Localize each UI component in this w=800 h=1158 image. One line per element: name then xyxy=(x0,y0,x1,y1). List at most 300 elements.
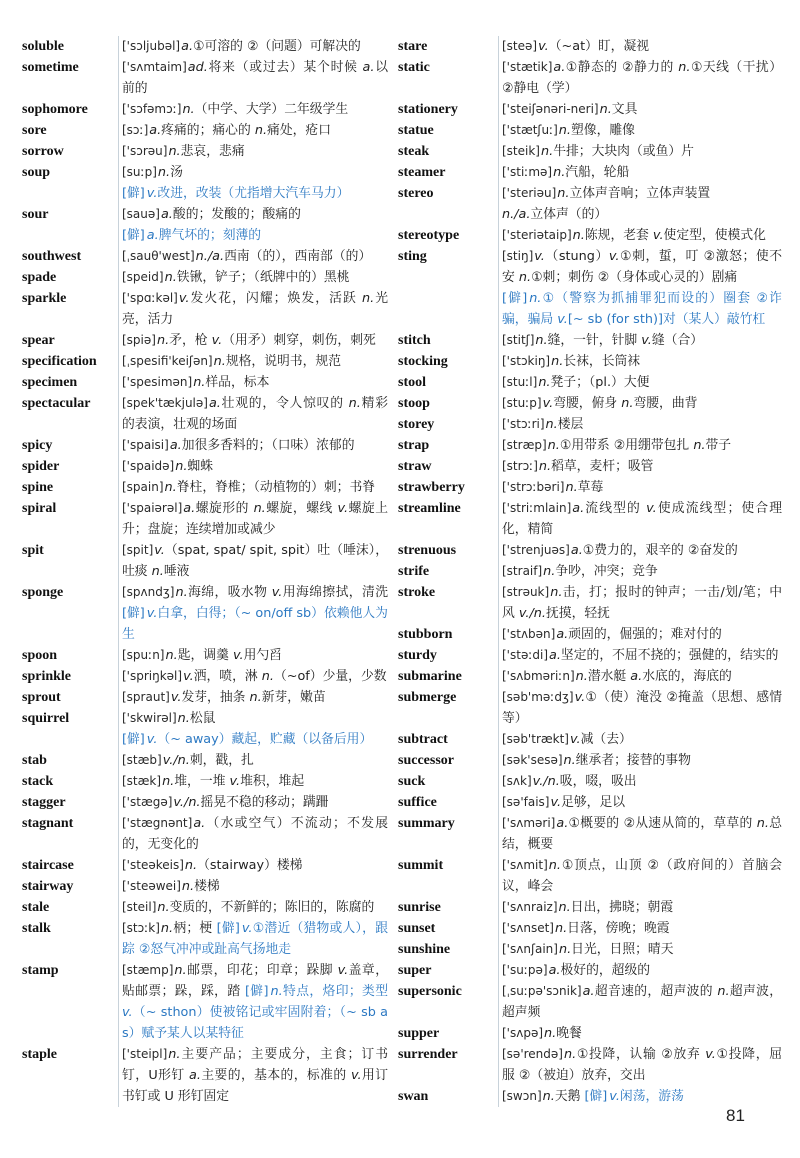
phonetic: [spain] xyxy=(122,480,164,494)
headword: spear xyxy=(22,333,55,348)
headword: strenuous xyxy=(398,543,457,558)
meaning: v.洒，喷，淋 n.（~of）少量，少数 xyxy=(183,669,387,684)
headword: suffice xyxy=(398,795,437,810)
meaning: n.悲哀，悲痛 xyxy=(168,144,245,159)
definition xyxy=(498,225,782,246)
definition xyxy=(118,57,388,99)
dictionary-entry xyxy=(398,771,782,792)
headword: staircase xyxy=(22,858,74,873)
meaning: n.草莓 xyxy=(565,480,604,495)
meaning: n.日落，傍晚；晚霞 xyxy=(554,921,670,936)
meaning: v.弯腰，俯身 n.弯腰，曲背 xyxy=(542,396,698,411)
meaning: n.脊柱，脊椎；（动植物的）刺；书脊 xyxy=(164,480,376,495)
headword: sunset xyxy=(398,921,436,936)
definition xyxy=(118,246,388,267)
headword: streamline xyxy=(398,501,461,516)
definition xyxy=(118,897,388,918)
definition xyxy=(498,162,782,183)
rare-usage-tag: [僻] xyxy=(122,732,145,747)
definition xyxy=(118,687,388,708)
headword: stereo xyxy=(398,186,434,201)
definition xyxy=(498,246,782,330)
phonetic: ['steiʃənəri-neri] xyxy=(502,102,599,116)
dictionary-entry xyxy=(22,372,388,393)
phonetic: [spraut] xyxy=(122,690,170,704)
rare-meaning: n.①（警察为抓捕罪犯而设的）圈套 ②诈骗，骗局 v.[~ sb (for sth)]对（某人）敲竹杠 xyxy=(502,291,782,327)
headword: stroke xyxy=(398,585,436,600)
phonetic: [sɔː] xyxy=(122,123,149,137)
definition xyxy=(498,981,782,1023)
dictionary-entry xyxy=(22,120,388,141)
definition xyxy=(498,414,782,435)
meaning: n.松鼠 xyxy=(177,711,216,726)
rare-usage-tag: [僻] xyxy=(244,984,269,999)
headword: spit xyxy=(22,543,44,558)
dictionary-entry xyxy=(22,771,388,792)
phonetic: [sʌk] xyxy=(502,774,532,788)
headword: sparkle xyxy=(22,291,67,306)
rare-usage-tag: [僻] xyxy=(584,1089,608,1104)
dictionary-entry xyxy=(398,855,782,897)
meaning: a.疼痛的；痛心的 n.痛处，疮口 xyxy=(149,123,331,138)
meaning: n.样品，标本 xyxy=(193,375,270,390)
rare-usage-tag: [僻] xyxy=(122,228,145,243)
meaning: n.（stairway）楼梯 xyxy=(184,858,303,873)
headword: specification xyxy=(22,354,97,369)
meaning: n.海绵，吸水物 v.用海绵擦拭，清洗 xyxy=(175,585,388,600)
definition xyxy=(118,330,388,351)
definition xyxy=(118,876,388,897)
dictionary-entry xyxy=(398,981,782,1023)
phonetic: ['striːmlain] xyxy=(502,501,572,515)
definition xyxy=(118,813,388,855)
phonetic: [stræp] xyxy=(502,438,547,452)
meaning: n.文具 xyxy=(599,102,638,117)
definition xyxy=(498,330,782,351)
meaning: n.缝，一针，针脚 v.缝（合） xyxy=(535,333,704,348)
phonetic: ['stægə] xyxy=(122,795,173,809)
meaning: n.堆，一堆 v.堆积，堆起 xyxy=(162,774,305,789)
headword: spider xyxy=(22,459,60,474)
definition xyxy=(498,813,782,855)
definition xyxy=(498,99,782,120)
definition xyxy=(498,477,782,498)
headword: stare xyxy=(398,39,428,54)
dictionary-entry xyxy=(22,435,388,456)
dictionary-entry xyxy=(398,561,782,582)
phonetic: ['spaidə] xyxy=(122,459,175,473)
phonetic: ['steipl] xyxy=(122,1047,168,1061)
phonetic: [səb'trækt] xyxy=(502,732,569,746)
phonetic: [steik] xyxy=(502,144,540,158)
headword: steak xyxy=(398,144,430,159)
dictionary-entry xyxy=(398,939,782,960)
headword: squirrel xyxy=(22,711,70,726)
phonetic: [spek'tækjulə] xyxy=(122,396,208,410)
meaning: v.（~at）盯，凝视 xyxy=(538,39,650,54)
definition xyxy=(498,540,782,561)
headword: sour xyxy=(22,207,49,222)
rare-meaning: v.白拿，白得；（~ on/off sb）依赖他人为生 xyxy=(122,606,388,642)
dictionary-entry xyxy=(22,246,388,267)
meaning: v.发芽，抽条 n.新芽，嫩苗 xyxy=(170,690,326,705)
phonetic: [strəuk] xyxy=(502,585,550,599)
definition xyxy=(118,456,388,477)
phonetic: [straif] xyxy=(502,564,543,578)
dictionary-entry xyxy=(22,750,388,771)
headword: strap xyxy=(398,438,430,453)
phonetic: [stuːp] xyxy=(502,396,542,410)
meaning: n.匙，调羹 v.用勺舀 xyxy=(165,648,282,663)
dictionary-entry xyxy=(22,36,388,57)
definition xyxy=(118,162,388,204)
meaning: v./n.吸，啜，吸出 xyxy=(532,774,637,789)
dictionary-entry xyxy=(398,141,782,162)
phonetic: [strɔː] xyxy=(502,459,538,473)
meaning: v.（stung）v.①刺，蜇，叮 ②激怒；使不安 n.①刺；刺伤 ②（身体或心灵的）剧痛 xyxy=(502,249,783,285)
meaning: n.晚餐 xyxy=(544,1026,582,1041)
dictionary-entry xyxy=(22,1044,388,1107)
headword: spine xyxy=(22,480,54,495)
meaning: n.牛排；大块肉（或鱼）片 xyxy=(541,144,694,159)
phonetic: ['stætʃuː] xyxy=(502,123,558,137)
phonetic: ['sʌbməriːn] xyxy=(502,669,575,683)
dictionary-entry xyxy=(22,645,388,666)
headword: sprout xyxy=(22,690,61,705)
phonetic: ['sʌnset] xyxy=(502,921,554,935)
headword: sunshine xyxy=(398,942,451,957)
meaning: a.壮观的，令人惊叹的 n.精彩的表演，壮观的场面 xyxy=(122,396,389,432)
phonetic: ['steəkeis] xyxy=(122,858,184,872)
dictionary-entry xyxy=(398,225,782,246)
rare-usage xyxy=(580,1089,683,1104)
phonetic: [steil] xyxy=(122,900,157,914)
headword: sponge xyxy=(22,585,64,600)
phonetic: ['sɔfəmɔː] xyxy=(122,102,182,116)
rare-meaning: v.改进，改装（尤指增大汽车马力） xyxy=(146,186,350,201)
dictionary-entry xyxy=(22,141,388,162)
phonetic: ['spriŋkəl] xyxy=(122,669,183,683)
dictionary-entry xyxy=(22,57,388,99)
definition xyxy=(498,498,782,540)
headword: spicy xyxy=(22,438,53,453)
headword: steamer xyxy=(398,165,446,180)
dictionary-entry xyxy=(398,162,782,183)
headword: southwest xyxy=(22,249,82,264)
meaning: n.变质的，不新鲜的；陈旧的，陈腐的 xyxy=(157,900,375,915)
meaning: n.①投降，认输 ②放弃 v.①投降，屈服 ②（被迫）放弃，交出 xyxy=(502,1047,782,1083)
headword: successor xyxy=(398,753,454,768)
headword: specimen xyxy=(22,375,78,390)
meaning: n.铁锹，铲子；（纸牌中的）黑桃 xyxy=(164,270,350,285)
phonetic: ['sʌnraiz] xyxy=(502,900,558,914)
headword: submarine xyxy=(398,669,462,684)
meaning: a.（水或空气）不流动；不发展的，无变化的 xyxy=(122,816,388,852)
dictionary-entry xyxy=(398,540,782,561)
headword: stalk xyxy=(22,921,51,936)
definition xyxy=(498,183,782,225)
dictionary-entry xyxy=(22,99,388,120)
meaning: n.汽船，轮船 xyxy=(553,165,630,180)
phonetic: [spuːn] xyxy=(122,648,165,662)
headword: stamp xyxy=(22,963,59,978)
definition xyxy=(498,351,782,372)
meaning: n.邮票，印花；印章；跺脚 v.盖章，贴邮票；跺，踩，踏 xyxy=(122,963,388,999)
phonetic: [swɔn] xyxy=(502,1089,542,1103)
headword: stubborn xyxy=(398,627,453,642)
dictionary-entry xyxy=(398,1023,782,1044)
dictionary-entry xyxy=(398,729,782,750)
definition xyxy=(498,141,782,162)
headword: sturdy xyxy=(398,648,437,663)
phonetic: [stuːl] xyxy=(502,375,538,389)
phonetic: ['sʌmit] xyxy=(502,858,548,872)
meaning: n.①顶点，山顶 ②（政府间的）首脑会议，峰会 xyxy=(502,858,782,894)
headword: statue xyxy=(398,123,434,138)
rare-usage xyxy=(122,729,388,750)
phonetic: [stæk] xyxy=(122,774,162,788)
phonetic: ['spɑːkəl] xyxy=(122,291,178,305)
dictionary-entry xyxy=(22,813,388,855)
dictionary-entry xyxy=(398,351,782,372)
dictionary-entry xyxy=(22,288,388,330)
dictionary-entry xyxy=(22,204,388,246)
rare-meaning: v.闲荡，游荡 xyxy=(609,1089,684,1104)
meaning: v.减（去） xyxy=(570,732,632,747)
meaning: v./n.刺，戳，扎 xyxy=(162,753,254,768)
dictionary-entry xyxy=(398,1044,782,1086)
definition xyxy=(498,855,782,897)
meaning: v.（spat, spat/ spit, spit）吐（唾沫），吐痰 n.唾液 xyxy=(122,543,388,579)
meaning: n.立体声音响；立体声装置 xyxy=(557,186,711,201)
definition xyxy=(118,1044,388,1107)
meaning: a.①概要的 ②从速从简的，草草的 n.总结，概要 xyxy=(502,816,782,852)
headword: static xyxy=(398,60,430,75)
definition xyxy=(118,498,388,540)
headword: spiral xyxy=(22,501,57,516)
dictionary-entry xyxy=(398,960,782,981)
headword: swan xyxy=(398,1089,429,1104)
phonetic: [sauə] xyxy=(122,207,160,221)
meaning: a.超音速的，超声波的 n.超声波，超声频 xyxy=(502,984,782,1020)
meaning: n.稻草，麦杆；吸管 xyxy=(538,459,654,474)
phonetic: [stɔːk] xyxy=(122,921,160,935)
headword: spectacular xyxy=(22,396,91,411)
meaning: a.加很多香料的；（口味）浓郁的 xyxy=(169,438,355,453)
definition xyxy=(118,204,388,246)
phonetic: ['stəːdi] xyxy=(502,648,548,662)
headword: storey xyxy=(398,417,435,432)
dictionary-entry xyxy=(398,813,782,855)
headword: sophomore xyxy=(22,102,88,117)
phonetic: [ˌspesifi'keiʃən] xyxy=(122,354,213,368)
phonetic: [sə'fais] xyxy=(502,795,550,809)
headword: strife xyxy=(398,564,430,579)
definition xyxy=(498,36,782,57)
headword: strawberry xyxy=(398,480,465,495)
meaning: n.日出，拂晓；朝霞 xyxy=(558,900,674,915)
definition xyxy=(118,666,388,687)
dictionary-entry xyxy=(398,183,782,225)
left-column xyxy=(22,36,388,1107)
headword: surrender xyxy=(398,1047,458,1062)
meaning: v./n.摇晃不稳的移动；蹒跚 xyxy=(173,795,329,810)
definition xyxy=(118,540,388,582)
meaning: n.长袜，长筒袜 xyxy=(551,354,641,369)
headword: soluble xyxy=(22,39,65,54)
phonetic: ['spaiərəl] xyxy=(122,501,183,515)
definition xyxy=(118,918,388,960)
rare-usage xyxy=(122,225,388,246)
definition xyxy=(498,57,782,99)
meaning: a.坚定的，不屈不挠的；强健的，结实的 xyxy=(549,648,779,663)
definition xyxy=(498,624,782,645)
definition xyxy=(118,435,388,456)
dictionary-entry xyxy=(22,897,388,918)
headword: submerge xyxy=(398,690,457,705)
definition xyxy=(118,477,388,498)
meaning: n.击，打；报时的钟声；一击/划/笔；中风 v./n.抚摸，轻抚 xyxy=(502,585,782,621)
dictionary-entry xyxy=(22,540,388,582)
definition xyxy=(498,687,782,729)
headword: sprinkle xyxy=(22,669,72,684)
definition xyxy=(498,729,782,750)
headword: sunrise xyxy=(398,900,441,915)
meaning: a.①静态的 ②静力的 n.①天线（干扰） ②静电（学） xyxy=(502,60,782,96)
meaning: n.（中学、大学）二年级学生 xyxy=(182,102,349,117)
phonetic: ['stɔkiŋ] xyxy=(502,354,551,368)
dictionary-entry xyxy=(22,498,388,540)
phonetic: ['stɔːri] xyxy=(502,417,545,431)
headword: straw xyxy=(398,459,432,474)
definition xyxy=(118,855,388,876)
phonetic: ['stægnənt] xyxy=(122,816,193,830)
meaning: n.楼梯 xyxy=(181,879,220,894)
headword: stairway xyxy=(22,879,74,894)
meaning: a.流线型的 v.使成流线型；使合理化，精简 xyxy=(502,501,782,537)
definition xyxy=(118,99,388,120)
phonetic: ['stiːmə] xyxy=(502,165,553,179)
dictionary-entry xyxy=(398,435,782,456)
headword: stationery xyxy=(398,102,458,117)
phonetic: [sə'rendə] xyxy=(502,1047,563,1061)
headword: stocking xyxy=(398,354,448,369)
phonetic: ['sɔrəu] xyxy=(122,144,168,158)
meaning: ad.将来（或过去）某个时候 a.以前的 xyxy=(122,60,388,96)
headword: summary xyxy=(398,816,455,831)
meaning: n./a.西南（的），西南部（的） xyxy=(195,249,372,264)
phonetic: ['steriətaip] xyxy=(502,228,572,242)
definition xyxy=(118,582,388,645)
dictionary-entry xyxy=(22,918,388,960)
dictionary-entry xyxy=(398,120,782,141)
headword: supersonic xyxy=(398,984,462,999)
phonetic: ['steriəu] xyxy=(502,186,557,200)
dictionary-entry xyxy=(398,99,782,120)
dictionary-entry xyxy=(22,855,388,876)
headword: sorrow xyxy=(22,144,64,159)
right-column xyxy=(398,36,782,1107)
dictionary-entry xyxy=(398,750,782,771)
meaning-extra: n./a.立体声（的） xyxy=(502,207,608,222)
headword: summit xyxy=(398,858,444,873)
headword: stool xyxy=(398,375,426,390)
definition xyxy=(498,582,782,624)
dictionary-entry xyxy=(398,792,782,813)
phonetic: [ˌsuːpə'sɔnik] xyxy=(502,984,582,998)
rare-usage-tag: [僻] xyxy=(122,186,145,201)
definition xyxy=(118,288,388,330)
dictionary-entry xyxy=(398,687,782,729)
phonetic: [spit] xyxy=(122,543,154,557)
definition xyxy=(118,393,388,435)
definition xyxy=(498,456,782,477)
rare-usage-tag: [僻] xyxy=(122,606,145,621)
phonetic: ['sʌmtaim] xyxy=(122,60,187,74)
headword: sting xyxy=(398,249,427,264)
definition xyxy=(118,351,388,372)
phonetic: [səb'məːdʒ] xyxy=(502,690,574,704)
phonetic: [suːp] xyxy=(122,165,157,179)
dictionary-entry xyxy=(398,36,782,57)
dictionary-entry xyxy=(398,372,782,393)
dictionary-entry xyxy=(398,393,782,414)
headword: stack xyxy=(22,774,54,789)
headword: supper xyxy=(398,1026,440,1041)
definition xyxy=(118,36,388,57)
meaning: n.蜘蛛 xyxy=(175,459,213,474)
headword: stale xyxy=(22,900,50,915)
rare-usage-tag: [僻] xyxy=(502,291,528,306)
dictionary-entry xyxy=(22,687,388,708)
definition xyxy=(498,666,782,687)
dictionary-entry xyxy=(398,330,782,351)
dictionary-entry xyxy=(398,666,782,687)
definition xyxy=(118,645,388,666)
phonetic: ['sʌməri] xyxy=(502,816,556,830)
definition xyxy=(498,960,782,981)
meaning: n.矛，枪 v.（用矛）刺穿，刺伤，刺死 xyxy=(156,333,376,348)
phonetic: [stiŋ] xyxy=(502,249,534,263)
meaning: n.潜水艇 a.水底的，海底的 xyxy=(575,669,732,684)
definition xyxy=(498,792,782,813)
meaning: v.足够，足以 xyxy=(550,795,626,810)
rare-meaning: n.特点，烙印；类型 v.（~ sthon）使被铭记或牢固附着；（~ sb as）赋予某人以某特征 xyxy=(122,984,388,1041)
definition xyxy=(118,750,388,771)
definition xyxy=(118,960,388,1044)
phonetic: ['sʌnʃain] xyxy=(502,942,558,956)
page-number: 81 xyxy=(726,1106,745,1125)
rare-meaning: v.①潜近（猎物或人），跟踪 ②怒气冲冲或趾高气扬地走 xyxy=(122,921,388,957)
definition xyxy=(498,435,782,456)
meaning: a.①可溶的 ②（问题）可解决的 xyxy=(181,39,361,54)
meaning: n.柄；梗 xyxy=(160,921,213,936)
dictionary-entry xyxy=(22,960,388,1044)
meaning: n.凳子；（pl.）大便 xyxy=(538,375,650,390)
meaning: a.极好的，超级的 xyxy=(548,963,651,978)
meaning: a.①费力的，艰辛的 ②奋发的 xyxy=(570,543,738,558)
meaning: n.规格，说明书，规范 xyxy=(213,354,341,369)
definition xyxy=(498,771,782,792)
meaning: n.①用带系 ②用绷带包扎 n.带子 xyxy=(547,438,732,453)
dictionary-entry xyxy=(398,414,782,435)
meaning: v.①（使）淹没 ②掩盖（思想、感情等） xyxy=(502,690,782,726)
meaning: n.陈规，老套 v.使定型，使模式化 xyxy=(572,228,766,243)
phonetic: [spʌndʒ] xyxy=(122,585,175,599)
definition xyxy=(498,393,782,414)
meaning: n.天鹅 xyxy=(542,1089,581,1104)
definition xyxy=(498,1086,782,1107)
